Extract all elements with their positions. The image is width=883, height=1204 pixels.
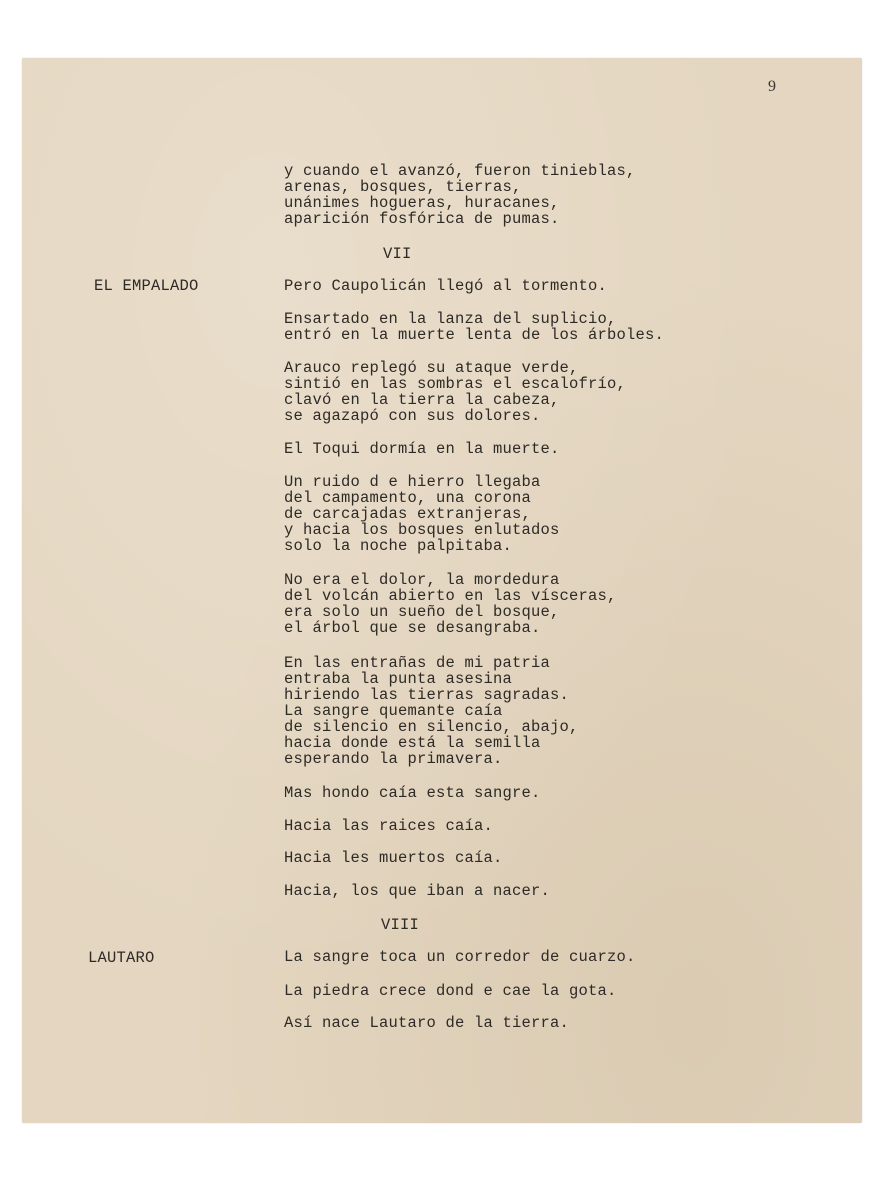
verse-line: La piedra crece dond e cae la gota. bbox=[284, 982, 617, 1000]
margin-title-lautaro: LAUTARO bbox=[88, 949, 155, 967]
stanza: No era el dolor, la mordedura del volcán abierto en las vísceras, era solo un sueño del bosque, el árbol que se desangraba. bbox=[284, 571, 617, 637]
section-numeral-viii: VIII bbox=[381, 916, 420, 934]
verse-line: El Toqui dormía en la muerte. bbox=[284, 440, 560, 458]
stanza: En las entrañas de mi patria entraba la punta asesina hiriendo las tierras sagradas. La sangre quemante caía de silencio en silencio, abajo, hacia donde está la semilla esperando la primavera. bbox=[284, 654, 579, 768]
margin-title-el-empalado: EL EMPALADO bbox=[94, 277, 199, 295]
stanza: Ensartado en la lanza del suplicio, entró en la muerte lenta de los árboles. bbox=[284, 310, 665, 344]
verse-line: Mas hondo caía esta sangre. bbox=[284, 784, 541, 802]
section-numeral-vii: VII bbox=[383, 245, 412, 263]
verse-line: Pero Caupolicán llegó al tormento. bbox=[284, 277, 608, 295]
verse-line: Así nace Lautaro de la tierra. bbox=[284, 1014, 570, 1032]
verse-line: Hacia les muertos caía. bbox=[284, 849, 503, 867]
stanza: Un ruido d e hierro llegaba del campamento, una corona de carcajadas extranjeras, y hacia los bosques enlutados solo la noche palpitaba. bbox=[284, 473, 560, 555]
stanza: Arauco replegó su ataque verde, sintió en las sombras el escalofrío, clavó en la tierra la cabeza, se agazapó con sus dolores. bbox=[284, 359, 627, 425]
verse-line: La sangre toca un corredor de cuarzo. bbox=[284, 948, 636, 966]
verse-line: Hacia las raices caía. bbox=[284, 817, 494, 835]
verse-line: Hacia, los que iban a nacer. bbox=[284, 882, 551, 900]
page-number: 9 bbox=[768, 78, 776, 95]
stanza-opening: y cuando el avanzó, fueron tinieblas, arenas, bosques, tierras, unánimes hogueras, huracanes, aparición fosfórica de pumas. bbox=[284, 162, 636, 228]
